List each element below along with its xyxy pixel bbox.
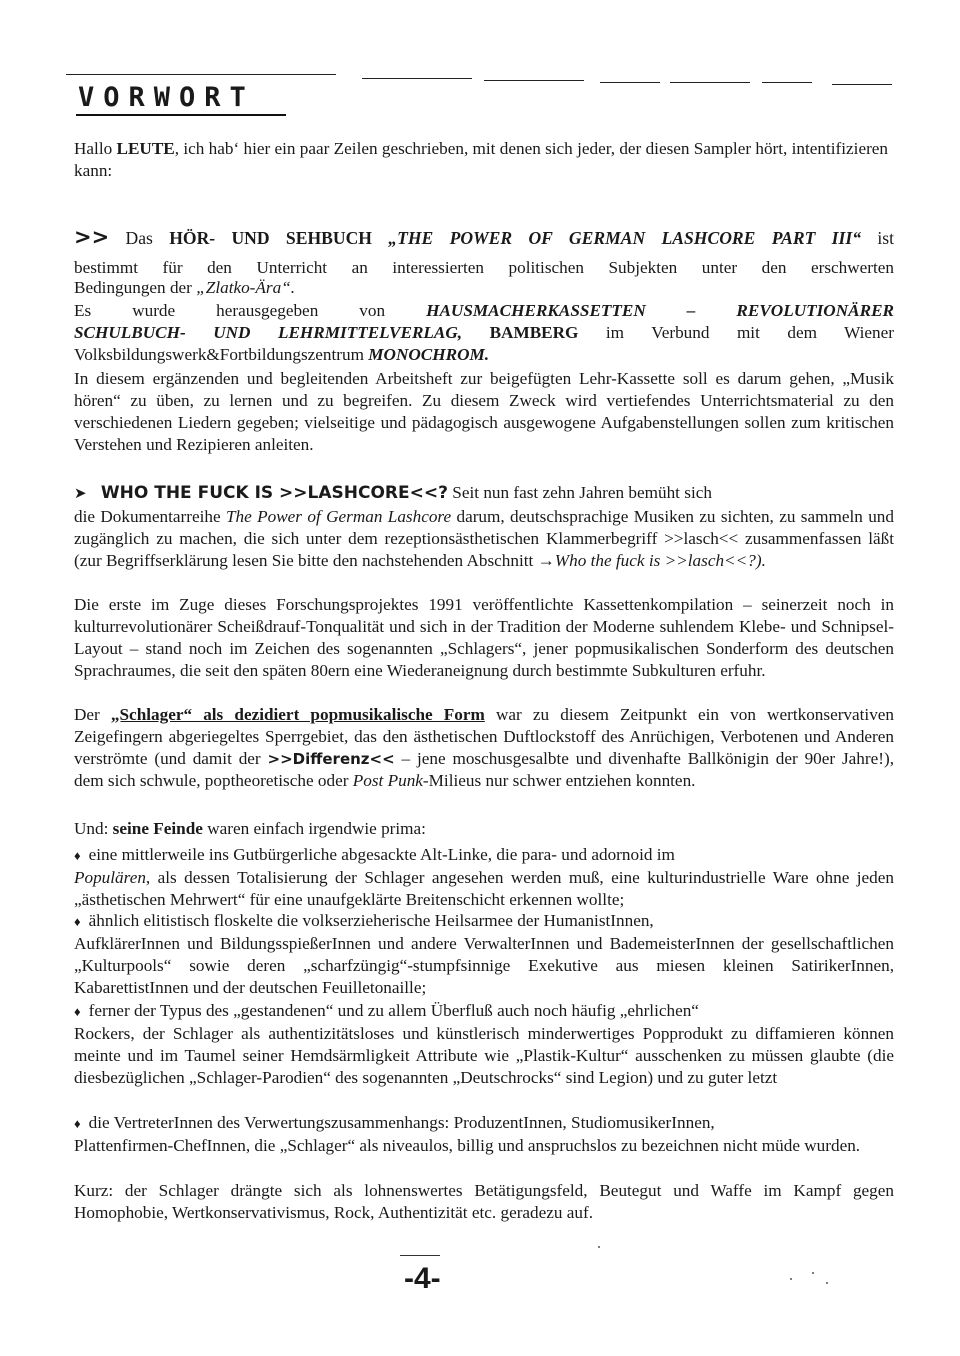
diamond-bullet-icon: ♦ bbox=[74, 1004, 81, 1019]
title-underline bbox=[76, 114, 286, 116]
page-title: VORWORT bbox=[78, 82, 255, 113]
page-number-rule bbox=[400, 1255, 440, 1256]
list-item: ♦ ähnlich elitistisch floskelte die volkserzieherische Heilsarmee der HumanistInnen, AufklärerInnen und BildungsspießerInnen und andere VerwalterInnen und BademeisterInnen der gesellschaftlichen „Kulturpools“ sowie deren „scharfzüngig“-stumpfsinnige Exekutive aus miesen kleinen SatirikerInnen, KabarettistInnen und der deutschen Feuilletonaille; bbox=[74, 911, 894, 997]
header-rule bbox=[670, 82, 750, 83]
header-rule bbox=[600, 82, 660, 83]
list-item: ♦ eine mittlerweile ins Gutbürgerliche abgesackte Alt-Linke, die para- und adornoid im Populären, als dessen Totalisierung der Schlager angesehen werden muß, eine kulturindustrielle Ware ohne jeden „ästhetischen Mehrwert“ für eine unaufgeklärte Breitenschicht erkennen wollte; bbox=[74, 845, 894, 909]
section1-line2: bestimmt für den Unterricht an interessierten politischen Subjekten unter den erschwerten bbox=[74, 258, 894, 277]
section1-line3: Bedingungen der „Zlatko-Ära“. bbox=[74, 278, 296, 297]
section1-line1: >> Das HÖR- UND SEHBUCH „THE POWER OF GERMAN LASHCORE PART III“ ist bbox=[74, 225, 894, 249]
scan-speck bbox=[826, 1282, 828, 1284]
diamond-bullet-icon: ♦ bbox=[74, 848, 81, 863]
intro-paragraph: Hallo LEUTE, ich hab‘ hier ein paar Zeilen geschrieben, mit denen sich jeder, der diesen Sampler hört, intentifizieren kann: bbox=[74, 139, 889, 180]
section1-line5: SCHULBUCH- UND LEHRMITTELVERLAG, BAMBERG im Verbund mit dem Wiener bbox=[74, 323, 894, 342]
closing-paragraph: Kurz: der Schlager drängte sich als lohnenswertes Betätigungsfeld, Beutegut und Waffe im Kampf gegen Homophobie, Wertkonservativismus, Rock, Authentizität etc. geradezu auf. bbox=[74, 1181, 894, 1222]
header-rule bbox=[832, 84, 892, 85]
header-rule bbox=[362, 78, 472, 79]
list-item: ♦ ferner der Typus des „gestandenen“ und zu allem Überfluß auch noch häufig „ehrlichen“ Rockers, der Schlager als authentizitätsloses und künstlerisch minderwertiges Popprodukt zu diffamieren können meinte und im Taumel seiner Hemdsärmligkeit Attribute wie „Plastik-Kultur“ ausschenken zu müssen glaubte (die diesbezüglichen „Schlager-Parodien“ des sogenannten „Deutschrocks“ sind Legion) und zu guter letzt bbox=[74, 1001, 894, 1087]
section2-paragraph3: Der „Schlager“ als dezidiert popmusikalische Form war zu diesem Zeitpunkt ein von wertkonservativen Zeigefingern abgeriegeltes Sperrgebiet, das den ästhetischen Duftlockstoff des Anrüchigen, Verbotenen und Anderen verströmte (und damit der >>Differenz<< – jene moschusgesalbte und divenhafte Ballkönigin der 90er Jahre!), dem sich schwule, poptheoretische oder Post Punk-Milieus nur schwer entziehen konnten. bbox=[74, 705, 895, 790]
arrowhead-icon: ➤ bbox=[74, 484, 87, 502]
scan-speck bbox=[598, 1246, 600, 1248]
header-rule bbox=[762, 82, 812, 83]
section1-line6: Volksbildungswerk&Fortbildungszentrum MONOCHROM. bbox=[74, 345, 490, 364]
section2-heading-line: ➤ WHO THE FUCK IS >>LASHCORE<<? Seit nun fast zehn Jahren bemüht sich bbox=[74, 483, 712, 503]
section1-line4: Es wurde herausgegeben von HAUSMACHERKASSETTEN – REVOLUTIONÄRER bbox=[74, 301, 894, 320]
scan-speck bbox=[812, 1272, 814, 1274]
scan-speck bbox=[790, 1278, 792, 1280]
section2-paragraph4: Und: seine Feinde waren einfach irgendwie prima: bbox=[74, 819, 426, 838]
diamond-bullet-icon: ♦ bbox=[74, 1116, 81, 1131]
header-rule bbox=[484, 80, 584, 81]
double-arrow-icon: >> bbox=[74, 225, 110, 249]
section1-paragraph: In diesem ergänzenden und begleitenden Arbeitsheft zur beigefügten Lehr-Kassette soll es darum gehen, „Musik hören“ zu üben, zu lernen und zu begreifen. Zu diesem Zweck wird vertiefendes Unterrichtsmaterial zu den verschiedenen Liedern gegeben; vielseitige und pädagogisch ausgewogene Aufgabenstellungen sollen zum kritischen Verstehen und Rezipieren anleiten. bbox=[74, 369, 894, 454]
page-number: -4- bbox=[404, 1262, 441, 1295]
diamond-bullet-icon: ♦ bbox=[74, 914, 81, 929]
header-rule bbox=[66, 74, 336, 75]
section2-paragraph2: Die erste im Zuge dieses Forschungsprojektes 1991 veröffentlichte Kassettenkompilation – seinerzeit noch in kulturrevolutionärer Scheißdrauf-Tonqualität und sich in der Tradition der Moderne suhlendem Klebe- und Schnipsel-Layout – stand noch im Zeichen des sogenannten „Schlagers“, jener popmusikalischen Sonderform des deutschen Sprachraumes, die seit den späten 80ern eine Wiederaneignung durch bestimmte Subkulturen erfuhr. bbox=[74, 595, 894, 680]
section2-paragraph1: die Dokumentarreihe The Power of German Lashcore darum, deutschsprachige Musiken zu sichten, zu sammeln und zugänglich zu machen, die sich unter dem rezeptionsästhetischen Klammerbegriff >>lasch<< zusammenfassen läßt (zur Begriffserklärung lesen Sie bitte den nachstehenden Abschnitt →Who the fuck is >>lasch<<?). bbox=[74, 507, 894, 570]
list-item: ♦ die VertreterInnen des Verwertungszusammenhangs: ProduzentInnen, StudiomusikerInnen, Plattenfirmen-ChefInnen, die „Schlager“ als niveaulos, billig und anspruchslos zu bezeichnen nicht müde wurden. bbox=[74, 1113, 861, 1155]
